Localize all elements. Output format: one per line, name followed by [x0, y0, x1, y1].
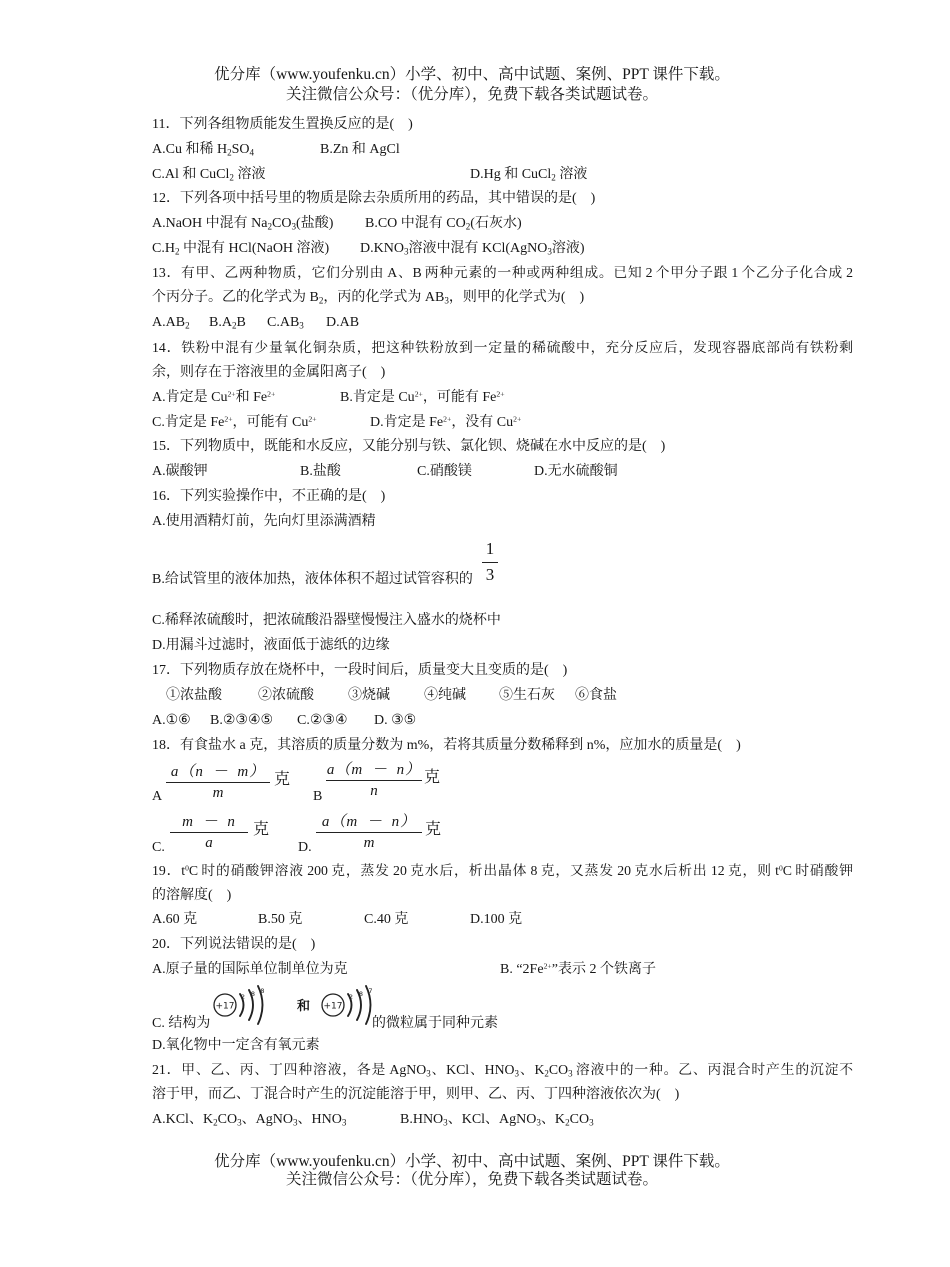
q11-option-c: [152, 166, 265, 184]
shell-electron-count: 8: [260, 987, 265, 995]
header-line-1: 优分库（www.youfenku.cn）小学、初中、高中试题、案例、PPT 课件下载。: [214, 66, 730, 83]
superscript: 2+: [224, 414, 233, 424]
subscript: 3: [299, 320, 304, 331]
q18-stem: 18．有食盐水 a 克，其溶质的质量分数为 m%，若将其质量分数稀释到 n%，应加水的质量是( ): [152, 738, 741, 753]
q19-option-c: C.40 克: [364, 912, 409, 927]
q11-stem: 11．下列各组物质能发生置换反应的是( ): [152, 117, 413, 132]
q11-option-d: [470, 166, 587, 184]
q17-item-4: ④纯碱: [424, 688, 466, 703]
q15-option-b: B.盐酸: [300, 464, 341, 479]
superscript: 2+: [443, 414, 452, 424]
text-run: A.KCl、K: [152, 1112, 214, 1127]
text-run: (石灰水): [470, 216, 522, 231]
q19-stem-line-2: 的溶解度( ): [152, 888, 232, 903]
q20-option-d: D.氧化物中一定含有氧元素: [152, 1038, 320, 1053]
subscript: 3: [547, 246, 552, 257]
text-run: 溶液: [233, 167, 266, 182]
q17-option-b: B.②③④⑤: [210, 713, 274, 728]
subscript: 3: [291, 221, 297, 232]
subscript: 2: [229, 172, 234, 183]
subscript: 3: [237, 1117, 242, 1128]
text-run: ，没有 Cu: [451, 415, 514, 430]
q18-option-d-unit: 克: [425, 821, 442, 838]
text-run: B.CO 中混有 CO: [365, 216, 466, 231]
text-run: 中混有 HCl(NaOH 溶液): [179, 241, 330, 256]
shell-electron-count: 8: [250, 990, 256, 998]
text-run: CO: [569, 1112, 590, 1127]
q17-item-3: ③烧碱: [348, 688, 390, 703]
subscript: 2: [267, 221, 273, 232]
subscript: 3: [568, 1068, 573, 1079]
text-run: SO: [231, 142, 250, 157]
q13-option-b: [209, 314, 246, 332]
text-run: C.肯定是 Fe: [152, 415, 225, 430]
superscript: 2+: [267, 389, 276, 399]
q13-option-c: [267, 314, 304, 332]
text-run: B.肯定是 Cu: [340, 390, 415, 405]
text-run: CO: [217, 1112, 238, 1127]
superscript: 2+: [414, 389, 423, 399]
text-run: B.HNO: [400, 1112, 444, 1127]
q18-option-c-fraction: [170, 813, 248, 853]
text-run: C 时硝酸钾: [782, 863, 853, 878]
q13-option-d: [326, 314, 359, 332]
fraction-denominator: n: [370, 783, 378, 799]
text-run: 21．甲、乙、丙、丁四种溶液，各是 AgNO: [152, 1062, 427, 1077]
text-run: 、KCl、HNO: [430, 1062, 515, 1077]
superscript: 2+: [543, 961, 552, 971]
q18-option-a-unit: 克: [274, 771, 291, 788]
q19-option-a: A.60 克: [152, 912, 198, 927]
nucleus-charge: +17: [215, 1001, 235, 1012]
shell-electron-count: 7: [368, 987, 373, 995]
subscript: 2: [227, 147, 232, 158]
q18-option-b-unit: 克: [424, 769, 441, 786]
subscript: 2: [465, 221, 471, 232]
subscript: 3: [514, 1068, 519, 1079]
q18-option-c-label: C.: [152, 840, 165, 855]
text-run: 溶液中混有 KCl(AgNO: [408, 241, 548, 256]
text-run: 、K: [540, 1112, 566, 1127]
shell-electron-count: 2: [240, 993, 246, 1001]
fraction-denominator: 3: [485, 565, 495, 584]
text-run: C.AB: [267, 315, 300, 330]
text-run: A.AB: [152, 315, 186, 330]
q18-option-d-fraction: [316, 813, 422, 853]
text-run: D.AB: [326, 315, 360, 330]
text-run: CO: [548, 1062, 569, 1077]
subscript: 3: [536, 1117, 541, 1128]
subscript: 4: [249, 147, 255, 158]
nucleus-charge: +17: [323, 1001, 343, 1012]
header-line-2: 关注微信公众号：（优分库），免费下载各类试题试卷。: [285, 86, 658, 103]
q18-option-b-label: B: [313, 789, 323, 804]
q12-option-c: [152, 240, 329, 258]
q16-option-b: B.给试管里的液体加热，液体体积不超过试管容积的: [152, 572, 473, 587]
q17-stem: 17．下列物质存放在烧杯中，一段时间后，质量变大且变质的是( ): [152, 663, 568, 678]
q15-option-d: D.无水硫酸铜: [534, 464, 618, 479]
text-run: D.肯定是 Fe: [370, 415, 444, 430]
text-run: 溶液): [551, 241, 585, 256]
q20-stem: 20．下列说法错误的是( ): [152, 937, 316, 952]
fraction-numerator: 1: [482, 538, 498, 563]
subscript: 3: [444, 295, 449, 306]
q13-option-a: [152, 314, 190, 332]
q21-option-a: [152, 1111, 346, 1129]
q17-item-6: ⑥食盐: [575, 688, 617, 703]
q12-option-d: [360, 240, 585, 258]
q15-stem: 15．下列物质中，既能和水反应，又能分别与铁、氯化钡、烧碱在水中反应的是( ): [152, 439, 666, 454]
subscript: 2: [565, 1117, 570, 1128]
superscript: 0: [778, 863, 783, 873]
q18-option-b-fraction: [326, 761, 422, 801]
text-run: 、HNO: [297, 1112, 342, 1127]
q12-option-b: [365, 215, 522, 233]
text-run: D.KNO: [360, 241, 404, 256]
subscript: 3: [443, 1117, 448, 1128]
fraction-denominator: m: [363, 835, 375, 851]
q19-option-b: B.50 克: [258, 912, 303, 927]
q11-option-b: [320, 141, 400, 159]
q16-option-d: D.用漏斗过滤时，液面低于滤纸的边缘: [152, 638, 390, 653]
q13-stem-line-1: 13．有甲、乙两种物质，它们分别由 A、B 两种元素的一种或两种组成。已知 2 个甲分子跟 1 个乙分子化合成 2: [152, 265, 853, 280]
text-run: C 时的硝酸钾溶液 200 克，蒸发 20 克水后，析出晶体 8 克，又蒸发 20 克水后析出 12 克，则 t: [188, 863, 779, 878]
q13-stem-line-2: [152, 289, 584, 307]
text-run: 溶液中的一种。乙、丙混合时产生的沉淀不: [572, 1062, 854, 1077]
footer-line-2: 关注微信公众号：（优分库），免费下载各类试题试卷。: [285, 1171, 658, 1188]
q14-option-d: [370, 414, 521, 432]
atom-structure-diagram-1: [210, 985, 272, 1027]
superscript: 2+: [496, 389, 505, 399]
q21-option-b: [400, 1111, 594, 1129]
q17-option-d: D. ③⑤: [374, 713, 417, 728]
text-run: 和 Fe: [235, 390, 268, 405]
q16-stem: 16．下列实验操作中，不正确的是( ): [152, 489, 386, 504]
fraction-denominator: a: [205, 835, 213, 851]
subscript: 3: [426, 1068, 431, 1079]
fraction-numerator: a（m － n）: [326, 761, 422, 781]
atom-structure-diagram-2: [318, 985, 380, 1027]
q18-option-a-fraction: [166, 763, 270, 803]
subscript: 2: [185, 320, 190, 331]
text-run: CO: [272, 216, 292, 231]
text-run: 、K: [518, 1062, 545, 1077]
q16-option-b-fraction: [482, 538, 498, 587]
text-run: 、AgNO: [241, 1112, 293, 1127]
q15-option-c: C.硝酸镁: [417, 464, 472, 479]
q17-item-1: ①浓盐酸: [166, 688, 222, 703]
q11-option-a: [152, 141, 254, 159]
shell-electron-count: 8: [358, 990, 364, 998]
q17-option-a: A.①⑥: [152, 713, 191, 728]
fraction-numerator: a（m － n）: [316, 813, 422, 833]
text-run: A.NaOH 中混有 Na: [152, 216, 268, 231]
subscript: 3: [403, 246, 409, 257]
text-run: 个丙分子。乙的化学式为 B: [152, 290, 319, 305]
footer-line-1: 优分库（www.youfenku.cn）小学、初中、高中试题、案例、PPT 课件下载。: [214, 1153, 730, 1170]
fraction-denominator: m: [212, 785, 224, 801]
q17-item-5: ⑤生石灰: [499, 688, 555, 703]
superscript: 2+: [308, 414, 317, 424]
q18-option-d-label: D.: [298, 840, 312, 855]
text-run: A.Cu 和稀 H: [152, 142, 228, 157]
q18-option-a-label: A: [152, 789, 163, 804]
text-run: ，则甲的化学式为( ): [448, 290, 585, 305]
fraction-numerator: m － n: [170, 813, 248, 833]
subscript: 2: [544, 1068, 549, 1079]
text-run: C.H: [152, 241, 175, 256]
text-run: C.Al 和 CuCl: [152, 167, 230, 182]
subscript: 2: [231, 320, 237, 331]
text-run: B.Zn 和 AgCl: [320, 142, 400, 157]
q20-option-c-suffix: 的微粒属于同种元素: [372, 1016, 498, 1031]
subscript: 3: [341, 1117, 347, 1128]
superscript: 2+: [513, 414, 522, 424]
q18-option-c-unit: 克: [253, 821, 270, 838]
text-run: 19．t: [152, 863, 186, 878]
q14-option-b: [340, 389, 505, 407]
subscript: 2: [551, 172, 556, 183]
text-run: 溶液: [555, 167, 588, 182]
q17-option-c: C.②③④: [297, 713, 348, 728]
q16-option-c: C.稀释浓硫酸时，把浓硫酸沿器壁慢慢注入盛水的烧杯中: [152, 613, 501, 628]
text-run: ”表示 2 个铁离子: [551, 962, 656, 977]
fraction-numerator: a（n － m）: [166, 763, 270, 783]
q20-option-b: [500, 961, 656, 979]
text-run: D.Hg 和 CuCl: [470, 167, 552, 182]
text-run: ，可能有 Cu: [232, 415, 309, 430]
text-run: (盐酸): [296, 216, 334, 231]
text-run: B.A: [209, 315, 232, 330]
q21-stem-line-1: [152, 1061, 853, 1079]
shell-electron-count: 2: [348, 993, 354, 1001]
q14-stem-line-1: 14．铁粉中混有少量氧化铜杂质，把这种铁粉放到一定量的稀硫酸中，充分反应后，发现容器底部尚有铁粉剩: [152, 340, 853, 355]
superscript: 0: [185, 863, 189, 873]
q12-option-a: [152, 215, 333, 233]
subscript: 2: [174, 246, 180, 257]
q19-stem-line-1: [152, 862, 853, 880]
q20-option-c-prefix: C. 结构为: [152, 1016, 211, 1031]
text-run: A.肯定是 Cu: [152, 390, 228, 405]
subscript: 3: [292, 1117, 298, 1128]
q14-stem-line-2: 余，则存在于溶液里的金属阳离子( ): [152, 365, 386, 380]
q20-option-a: A.原子量的国际单位制单位为克: [152, 962, 348, 977]
q16-option-a: A.使用酒精灯前，先向灯里添满酒精: [152, 514, 376, 529]
q14-option-a: [152, 389, 275, 407]
q12-stem: 12．下列各项中括号里的物质是除去杂质所用的药品，其中错误的是( ): [152, 191, 596, 206]
subscript: 2: [213, 1117, 218, 1128]
q15-option-a: A.碳酸钾: [152, 464, 208, 479]
text-run: B: [236, 315, 246, 330]
text-run: ，可能有 Fe: [422, 390, 497, 405]
q14-option-c: [152, 414, 317, 432]
q21-stem-line-2: 溶于甲，而乙、丁混合时产生的沉淀能溶于甲，则甲、乙、丙、丁四种溶液依次为( ): [152, 1087, 680, 1102]
subscript: 3: [589, 1117, 594, 1128]
text-run: B. “2Fe: [500, 962, 544, 977]
subscript: 2: [318, 295, 324, 306]
text-run: 、KCl、AgNO: [447, 1112, 537, 1127]
q19-option-d: D.100 克: [470, 912, 523, 927]
q20-option-c-conjunction: 和: [297, 998, 311, 1013]
superscript: 2+: [227, 389, 236, 399]
q17-item-2: ②浓硫酸: [258, 688, 314, 703]
text-run: ，丙的化学式为 AB: [323, 290, 445, 305]
